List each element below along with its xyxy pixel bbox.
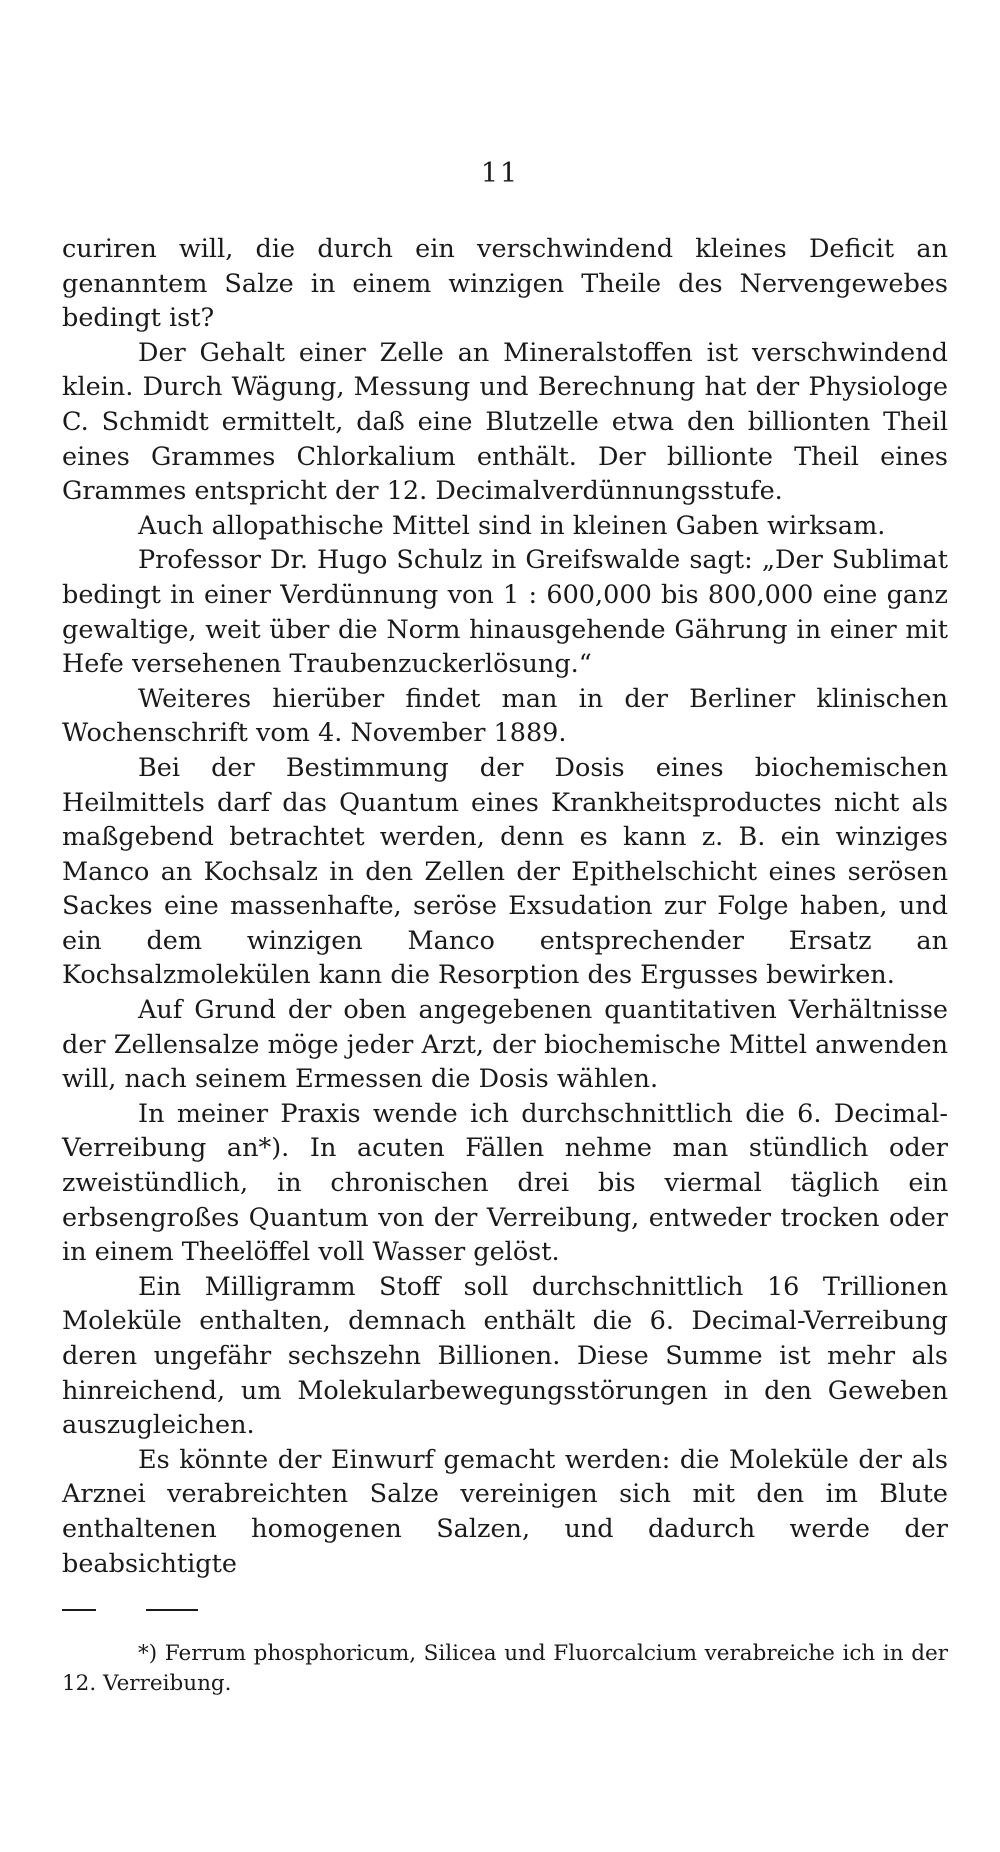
body-text [62, 232, 948, 1581]
paragraph-objection: Es könnte der Einwurf gemacht werden: die Moleküle der als Arznei verabreichten Salze vereinigen sich mit den im Blute enthaltenen homogenen Salzen, und dadurch werde der beabsichtigte [62, 1444, 948, 1579]
paragraph-mineral-content: Der Gehalt einer Zelle an Mineralstoffen ist verschwindend klein. Durch Wägung, Messung und Berechnung hat der Physiologe C. Schmidt ermittelt, daß eine Blutzelle etwa den billionten Theil eines Grammes Chlorkalium enthält. Der billionte Theil eines Grammes entspricht der 12. Decimalverdünnungsstufe. [62, 337, 948, 507]
paragraph-continuation: curiren will, die durch ein verschwindend kleines Deficit an genanntem Salze in einem winzigen Theile des Nervengewebes bedingt ist? [62, 234, 948, 334]
paragraph-berlin-reference: Weiteres hierüber findet man in der Berliner klinischen Wochenschrift vom 4. November 1889. [62, 683, 948, 749]
paragraph-milligram: Ein Milligramm Stoff soll durchschnittlich 16 Trillionen Moleküle enthalten, demnach enthält die 6. Decimal-Verreibung deren ungefähr sechszehn Billionen. Diese Summe ist mehr als hinreichend, um Molekularbewegungsstörungen in den Geweben auszugleichen. [62, 1271, 948, 1441]
paragraph-practice: In meiner Praxis wende ich durchschnittlich die 6. Decimal-Verreibung an*). In acuten Fällen nehme man stündlich oder zweistündlich, in chronischen drei bis viermal täglich ein erbsengroßes Quantum von der Verreibung, entweder trocken oder in einem Theelöffel voll Wasser gelöst. [62, 1098, 948, 1268]
paragraph-quantitative: Auf Grund der oben angegebenen quantitativen Verhältnisse der Zellensalze möge jeder Arzt, der biochemische Mittel anwenden will, nach seinem Ermessen die Dosis wählen. [62, 995, 948, 1095]
paragraph-dosis: Bei der Bestimmung der Dosis eines biochemischen Heilmittels darf das Quantum eines Krankheitsproductes nicht als maßgebend betrachtet werden, denn es kann z. B. ein winziges Manco an Kochsalz in den Zellen der Epithelschicht eines serösen Sackes eine massenhafte, seröse Exsudation zur Folge haben, und ein dem winzigen Manco entsprechender Ersatz an Kochsalzmolekülen kann die Resorption des Ergusses bewirken. [62, 752, 948, 991]
footnote [62, 1639, 948, 1699]
footnote-text: *) Ferrum phosphoricum, Silicea und Fluorcalcium verabreiche ich in der 12. Verreibung. [62, 1641, 948, 1696]
paragraph-allopathic: Auch allopathische Mittel sind in kleinen Gaben wirksam. [138, 510, 886, 541]
paragraph-schulz-quote: Professor Dr. Hugo Schulz in Greifswalde sagt: „Der Sublimat bedingt in einer Verdünnung von 1 : 600,000 bis 800,000 eine ganz gewaltige, weit über die Norm hinausgehende Gährung in einer mit Hefe versehenen Traubenzuckerlösung.“ [62, 545, 948, 680]
page-number: 11 [480, 158, 520, 189]
